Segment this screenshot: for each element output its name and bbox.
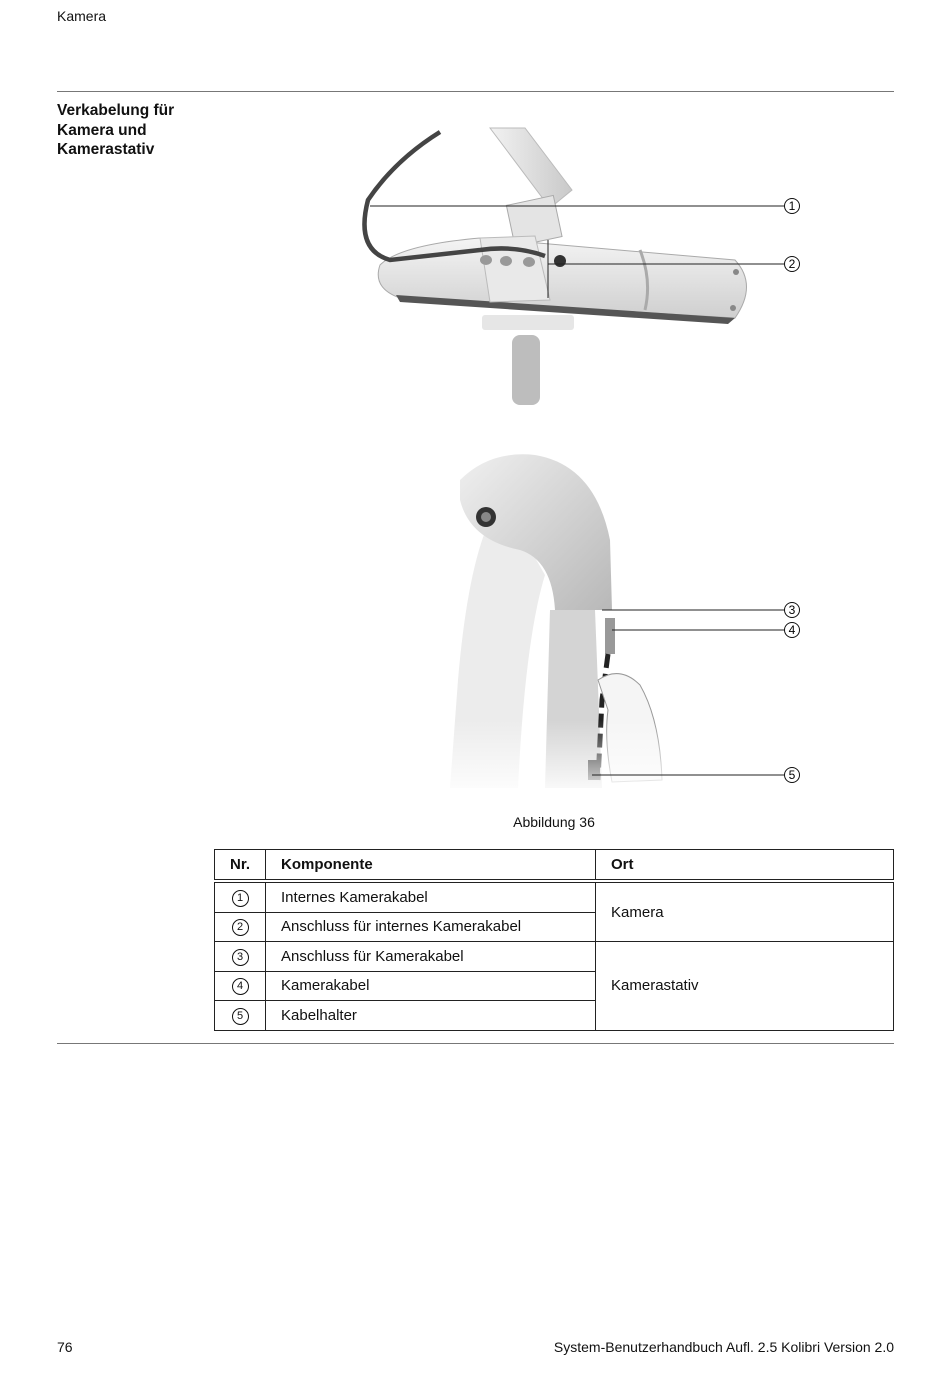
- figure-caption: Abbildung 36: [513, 814, 595, 830]
- footer-doc-title: System-Benutzerhandbuch Aufl. 2.5 Kolibri Version 2.0: [553, 1339, 894, 1355]
- row-component: Anschluss für Kamerakabel: [266, 942, 596, 972]
- callout-4: 4: [788, 623, 796, 637]
- bottom-divider: [57, 1043, 894, 1044]
- row-number: 4: [232, 978, 249, 995]
- cabling-illustration: [340, 120, 820, 800]
- callout-2: 2: [788, 257, 796, 271]
- page-number: 76: [57, 1339, 73, 1355]
- callout-1: 1: [788, 199, 796, 213]
- row-component: Kabelhalter: [266, 1001, 596, 1031]
- section-heading: Verkabelung für Kamera und Kamerastativ: [57, 102, 175, 158]
- table-header-row: [215, 850, 894, 882]
- row-location: Kamera: [596, 881, 894, 942]
- top-divider: [57, 91, 894, 92]
- callout-3: 3: [788, 603, 796, 617]
- header-component: Komponente: [266, 850, 596, 882]
- table-row: [215, 881, 894, 912]
- row-number: 2: [232, 919, 249, 936]
- row-number: 1: [232, 890, 249, 907]
- row-component: Anschluss für internes Kamerakabel: [266, 912, 596, 942]
- header-location: Ort: [596, 850, 894, 882]
- row-number: 3: [232, 949, 249, 966]
- component-table: [214, 849, 894, 1031]
- row-component: Internes Kamerakabel: [266, 881, 596, 912]
- row-location: Kamerastativ: [596, 942, 894, 1031]
- running-header: Kamera: [57, 8, 107, 24]
- callout-5: 5: [788, 768, 796, 782]
- camera-holder-drawing: [364, 128, 746, 405]
- table-row: [215, 942, 894, 972]
- camera-stand-drawing: [420, 454, 760, 800]
- header-nr: Nr.: [215, 850, 266, 882]
- row-component: Kamerakabel: [266, 971, 596, 1001]
- row-number: 5: [232, 1008, 249, 1025]
